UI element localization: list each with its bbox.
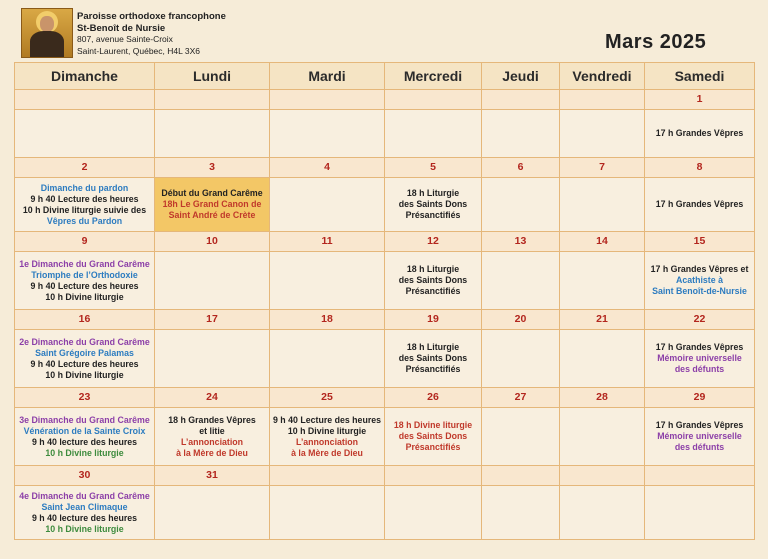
day-number: 29 <box>645 388 755 408</box>
event-line: Triomphe de l’Orthodoxie <box>31 269 138 280</box>
day-events-cell <box>560 252 645 310</box>
event-line: 17 h Grandes Vêpres <box>655 128 744 138</box>
event-line: des défunts <box>674 364 725 374</box>
date-row <box>15 388 755 408</box>
event-line: Acathiste à <box>676 275 723 285</box>
event-line: des Saints Dons <box>398 275 468 285</box>
events-row <box>15 178 755 232</box>
day-number <box>482 466 560 486</box>
day-events-cell <box>270 486 385 540</box>
day-events-cell <box>645 252 755 310</box>
event-line: 10 h Divine liturgie <box>45 447 124 458</box>
event-line: 10 h Divine liturgie <box>45 523 124 534</box>
day-events-cell <box>270 110 385 158</box>
day-number: 13 <box>482 232 560 252</box>
day-number: 30 <box>15 466 155 486</box>
event-line: 10 h Divine liturgie suivie des <box>22 204 147 215</box>
event-line: Présanctifiés <box>405 442 461 452</box>
day-events-cell <box>155 110 270 158</box>
day-number <box>560 90 645 110</box>
day-events-cell <box>15 486 155 540</box>
weekday-header: Mardi <box>270 63 385 90</box>
weekday-header: Jeudi <box>482 63 560 90</box>
day-events-cell <box>385 408 482 466</box>
day-number <box>385 90 482 110</box>
day-number: 19 <box>385 310 482 330</box>
address-line1: 807, avenue Sainte-Croix <box>77 34 173 44</box>
weekday-header: Lundi <box>155 63 270 90</box>
event-line: et litie <box>199 425 225 436</box>
face-icon <box>40 16 54 32</box>
event-line: Vénération de la Sainte Croix <box>23 425 146 436</box>
day-events-cell <box>155 252 270 310</box>
event-line: des Saints Dons <box>398 431 468 441</box>
day-number: 24 <box>155 388 270 408</box>
day-number <box>385 466 482 486</box>
date-row <box>15 158 755 178</box>
events-row <box>15 408 755 466</box>
day-events-cell <box>645 486 755 540</box>
day-number: 3 <box>155 158 270 178</box>
day-number: 5 <box>385 158 482 178</box>
day-events-cell <box>270 178 385 232</box>
day-events-cell <box>560 330 645 388</box>
parish-info <box>77 11 226 57</box>
parish-name-line1: Paroisse orthodoxe francophone <box>77 11 226 22</box>
day-events-cell <box>385 110 482 158</box>
event-line: Dimanche du pardon <box>40 182 129 193</box>
day-number: 25 <box>270 388 385 408</box>
day-events-cell <box>155 330 270 388</box>
day-number: 31 <box>155 466 270 486</box>
event-line: 18 h Divine liturgie <box>393 420 473 430</box>
day-number <box>270 466 385 486</box>
parish-name-line2: St-Benoît de Nursie <box>77 22 166 34</box>
event-line: des défunts <box>674 442 725 452</box>
event-line: 2e Dimanche du Grand Carême <box>19 336 150 347</box>
day-number: 9 <box>15 232 155 252</box>
event-line: 17 h Grandes Vêpres <box>655 342 744 352</box>
day-events-cell <box>155 408 270 466</box>
day-events-cell <box>385 330 482 388</box>
day-number <box>155 90 270 110</box>
day-number: 14 <box>560 232 645 252</box>
month-title: Mars 2025 <box>605 31 707 53</box>
day-number: 16 <box>15 310 155 330</box>
date-row <box>15 466 755 486</box>
day-number <box>560 466 645 486</box>
weekday-header: Vendredi <box>560 63 645 90</box>
day-events-cell <box>482 110 560 158</box>
day-number: 8 <box>645 158 755 178</box>
events-row <box>15 486 755 540</box>
day-number: 11 <box>270 232 385 252</box>
calendar-header <box>0 0 768 60</box>
event-line: 17 h Grandes Vêpres et <box>650 264 749 274</box>
event-line: L’annonciation <box>180 436 244 447</box>
day-events-cell <box>482 178 560 232</box>
date-row <box>15 90 755 110</box>
day-events-cell <box>155 178 270 232</box>
event-line: des Saints Dons <box>398 199 468 209</box>
event-line: 10 h Divine liturgie <box>45 291 124 302</box>
day-number: 27 <box>482 388 560 408</box>
event-line: 1e Dimanche du Grand Carême <box>19 258 150 269</box>
events-row <box>15 110 755 158</box>
day-number: 2 <box>15 158 155 178</box>
day-number: 6 <box>482 158 560 178</box>
day-events-cell <box>560 178 645 232</box>
event-line: Présanctifiés <box>405 286 461 296</box>
day-number <box>482 90 560 110</box>
event-line: Saint Benoît-de-Nursie <box>652 286 747 296</box>
day-events-cell <box>15 110 155 158</box>
event-line: Saint Jean Climaque <box>41 501 128 512</box>
day-events-cell <box>15 252 155 310</box>
event-line: 17 h Grandes Vêpres <box>655 420 744 430</box>
event-line: 10 h Divine liturgie <box>45 369 124 380</box>
day-events-cell <box>560 110 645 158</box>
event-line: Vêpres du Pardon <box>46 215 123 226</box>
day-number: 15 <box>645 232 755 252</box>
day-number: 10 <box>155 232 270 252</box>
weekday-header: Dimanche <box>15 63 155 90</box>
weekday-header: Mercredi <box>385 63 482 90</box>
calendar-grid <box>14 62 755 540</box>
event-line: 17 h Grandes Vêpres <box>655 199 744 209</box>
day-events-cell <box>560 408 645 466</box>
weekday-header: Samedi <box>645 63 755 90</box>
day-number: 23 <box>15 388 155 408</box>
event-line: 18 h Liturgie <box>406 188 460 198</box>
events-row <box>15 330 755 388</box>
events-row <box>15 252 755 310</box>
day-number: 20 <box>482 310 560 330</box>
day-events-cell <box>270 408 385 466</box>
day-events-cell <box>645 178 755 232</box>
event-line: Saint André de Crète <box>168 210 256 220</box>
day-events-cell <box>645 110 755 158</box>
event-line: 9 h 40 Lecture des heures <box>30 358 139 369</box>
day-number <box>645 466 755 486</box>
event-line: Mémoire universelle <box>657 353 742 363</box>
day-number: 18 <box>270 310 385 330</box>
event-line: à la Mère de Dieu <box>291 447 363 458</box>
date-row <box>15 310 755 330</box>
robe-icon <box>30 31 64 57</box>
day-number: 12 <box>385 232 482 252</box>
event-line: Présanctifiés <box>405 364 461 374</box>
event-line: 10 h Divine liturgie <box>287 425 367 436</box>
day-events-cell <box>482 408 560 466</box>
event-line: à la Mère de Dieu <box>176 447 248 458</box>
event-line: Présanctifiés <box>405 210 461 220</box>
event-line: 9 h 40 Lecture des heures <box>30 280 139 291</box>
day-events-cell <box>270 330 385 388</box>
day-events-cell <box>15 330 155 388</box>
event-line: 9 h 40 lecture des heures <box>31 512 138 523</box>
address-line2: Saint-Laurent, Québec, H4L 3X6 <box>77 45 201 56</box>
day-events-cell <box>385 252 482 310</box>
event-line: Saint Grégoire Palamas <box>35 347 134 358</box>
date-row <box>15 232 755 252</box>
event-line: 18 h Liturgie <box>406 342 460 352</box>
event-line: des Saints Dons <box>398 353 468 363</box>
event-line: 3e Dimanche du Grand Carême <box>19 414 150 425</box>
event-line: Mémoire universelle <box>657 431 742 441</box>
event-line: L’annonciation <box>295 436 359 447</box>
event-line: 9 h 40 Lecture des heures <box>272 414 382 425</box>
day-events-cell <box>15 408 155 466</box>
day-number: 1 <box>645 90 755 110</box>
day-number: 17 <box>155 310 270 330</box>
day-events-cell <box>482 252 560 310</box>
event-line: 9 h 40 lecture des heures <box>31 436 138 447</box>
day-events-cell <box>645 408 755 466</box>
event-line: 18 h Grandes Vêpres <box>168 414 256 425</box>
day-number: 26 <box>385 388 482 408</box>
day-events-cell <box>15 178 155 232</box>
event-line: 18h Le Grand Canon de <box>162 199 262 209</box>
day-events-cell <box>482 486 560 540</box>
day-number <box>15 90 155 110</box>
day-events-cell <box>560 486 645 540</box>
event-line: 9 h 40 Lecture des heures <box>30 193 139 204</box>
event-line: 18 h Liturgie <box>406 264 460 274</box>
day-number: 28 <box>560 388 645 408</box>
day-number: 21 <box>560 310 645 330</box>
day-number: 22 <box>645 310 755 330</box>
day-events-cell <box>270 252 385 310</box>
day-events-cell <box>155 486 270 540</box>
day-events-cell <box>385 178 482 232</box>
day-events-cell <box>645 330 755 388</box>
weekday-header-row <box>15 63 755 90</box>
day-number: 4 <box>270 158 385 178</box>
day-events-cell <box>385 486 482 540</box>
saint-icon <box>21 8 73 58</box>
day-number: 7 <box>560 158 645 178</box>
event-line: Début du Grand Carême <box>161 188 263 198</box>
event-line: 4e Dimanche du Grand Carême <box>19 490 150 501</box>
day-number <box>270 90 385 110</box>
day-events-cell <box>482 330 560 388</box>
